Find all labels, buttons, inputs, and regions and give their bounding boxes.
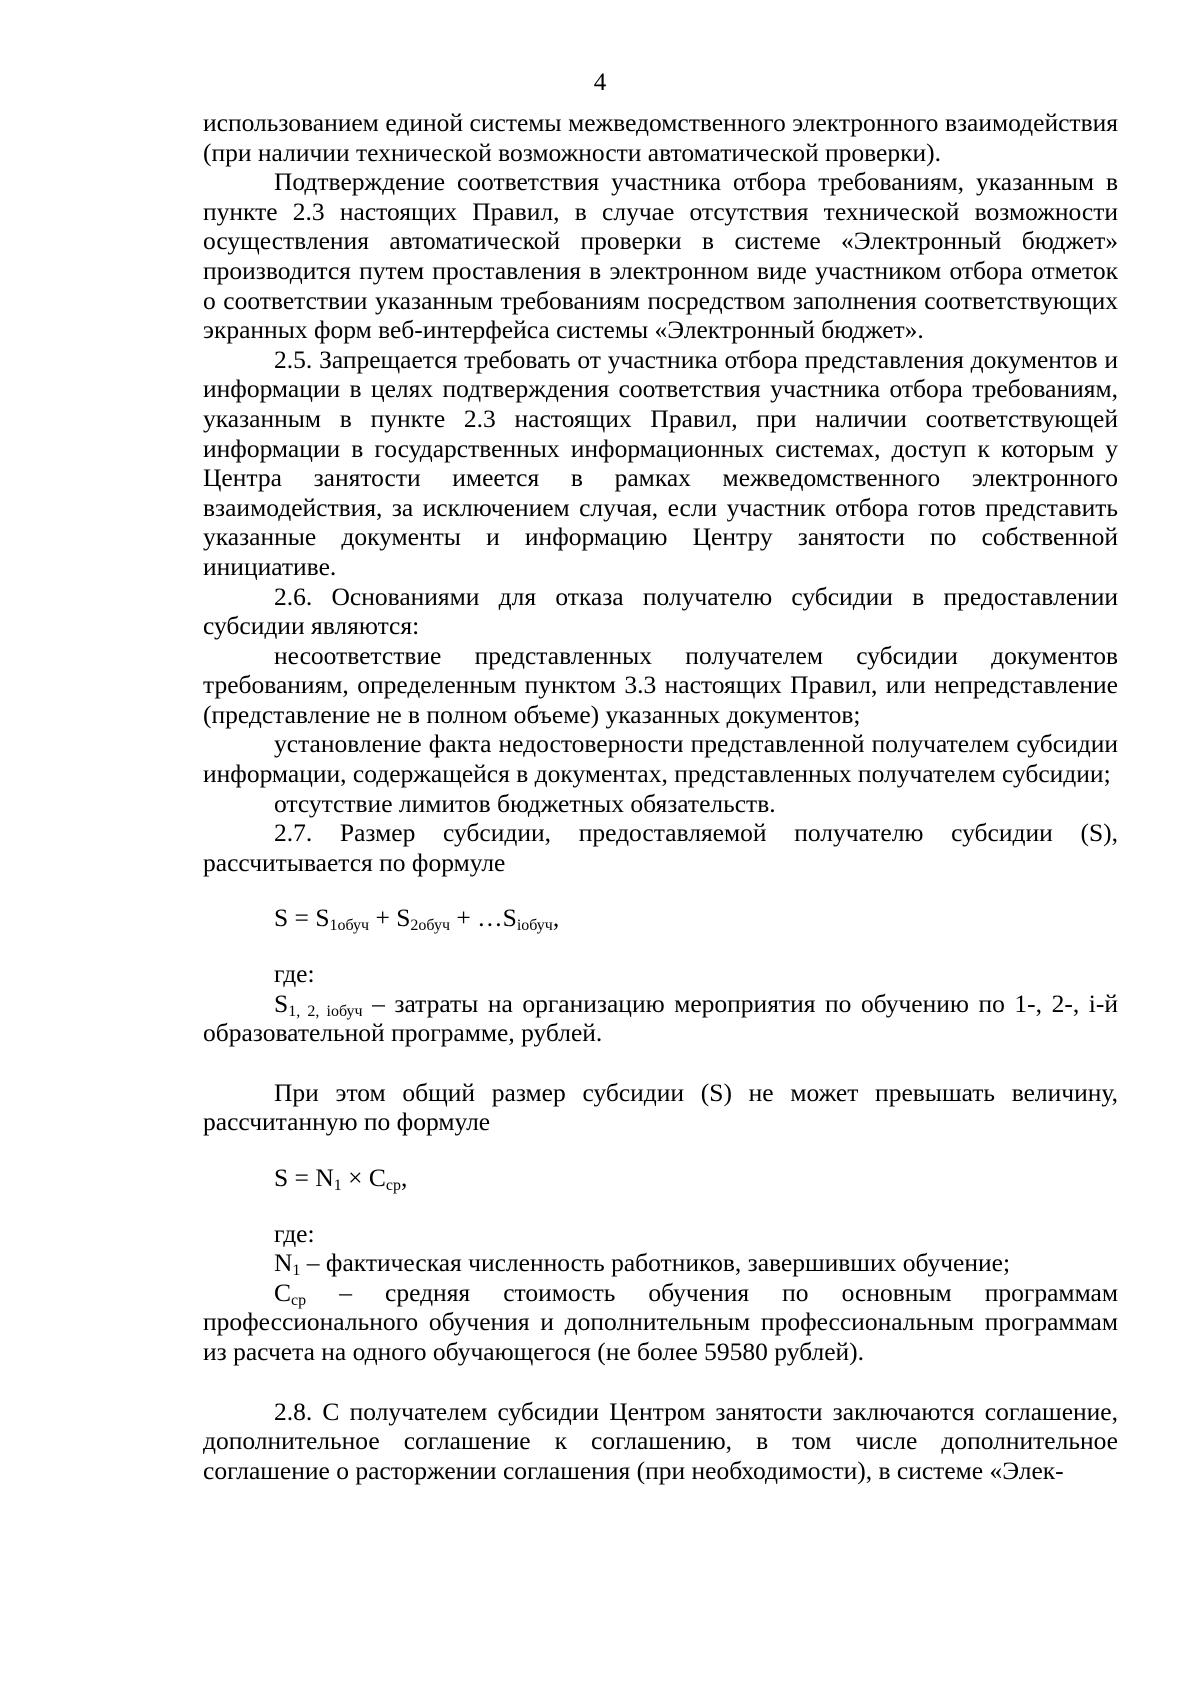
formula-definition: $С_{ср}$ – средняя стоимость обучения по основным программам профессионального обучения и дополнительным профессиональным программам из расчета на одного обучающегося (не более 59580 рублей). [203,1277,1118,1366]
where-label: где: [274,959,315,989]
list-item: установление факта недостоверности представленной получателем субсидии информации, содержащейся в документах, представленных получателем субсидии; [203,729,1118,789]
paragraph-2-8: 2.8. С получателем субсидии Центром занятости заключаются соглашение, дополнительное соглашение к соглашению, в том числе дополнительное соглашение о расторжении соглашения (при необходимости), в системе «Элек- [203,1396,1118,1485]
formula-subsidy-limit: $S = N_1 \times С_{ср}$, [274,1163,408,1194]
paragraph-2-6: 2.6. Основаниями для отказа получателю субсидии в предоставлении субсидии являются: [203,581,1118,641]
formula-definition: $N_1$ – фактическая численность работников, завершивших обучение; [274,1248,1011,1280]
paragraph: При этом общий размер субсидии (S) не может превышать величину, рассчитанную по формуле [203,1077,1118,1137]
list-item: несоответствие представленных получателем субсидии документов требованиям, определенным пунктом 3.3 настоящих Правил, или непредставление (представление не в полном объеме) указанных документов; [203,640,1118,729]
where-label: где: [274,1218,315,1248]
paragraph-2-5: 2.5. Запрещается требовать от участника отбора представления документов и информации в целях подтверждения соответствия участника отбора требованиям, указанным в пункте 2.3 настоящих Правил, при наличии соответствующей информации в государственных информационных системах, доступ к которым у Центра занятости имеется в рамках межведомственного электронного взаимодействия, за исключением случая, если участник отбора готов представить указанные документы и информацию Центру занятости по собственной инициативе. [203,344,1118,581]
formula-subsidy-sum: $S = S_{1обуч} + S_{2обуч}$ + $\dots S_{iобуч}$, [274,903,560,935]
paragraph: Подтверждение соответствия участника отбора требованиям, указанным в пункте 2.3 настоящих Правил, в случае отсутствия технической возможности осуществления автоматической проверки в системе «Электронный бюджет» производится путем проставления в электронном виде участником отбора отметок о соответствии указанным требованиям посредством заполнения соответствующих экранных форм веб-интерфейса системы «Электронный бюджет». [203,167,1118,345]
document-body [203,108,1118,1485]
paragraph: использованием единой системы межведомственного электронного взаимодействия (при наличии технической возможности автоматической проверки). [203,108,1118,167]
paragraph-2-7: 2.7. Размер субсидии, предоставляемой получателю субсидии (S), рассчитывается по формуле [203,818,1118,877]
page-number: 4 [593,69,607,96]
formula-definition: $S_{1, 2, iобуч}$ – затраты на организацию мероприятия по обучению по 1-, 2-, i-й образовательной программе, рублей. [203,988,1118,1048]
list-item: отсутствие лимитов бюджетных обязательств. [274,788,776,818]
